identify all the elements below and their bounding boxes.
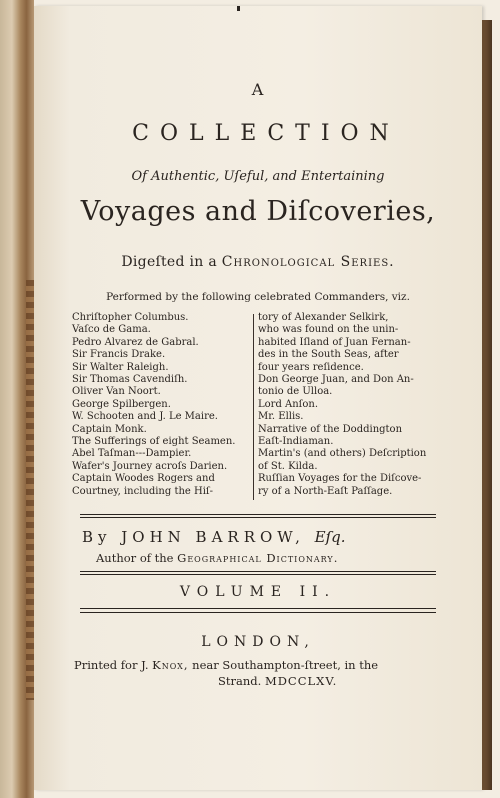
list-item: Courtney, including the Hiſ-: [72, 485, 214, 497]
imprint-strand: Strand.: [218, 674, 262, 688]
list-item: Abel Taſman---Dampier.: [72, 448, 192, 460]
list-item: The Sufferings of eight Seamen.: [72, 436, 236, 448]
list-item: habited Iſland of Juan Fernan-: [258, 336, 411, 348]
author-credit-work: Geographical Dictionary.: [177, 551, 339, 565]
performed-line: Performed by the following celebrated Commanders, viz.: [106, 291, 410, 303]
list-item: four years reſidence.: [258, 361, 364, 373]
author-name: By JOHN BARROW,: [82, 528, 305, 546]
author-line: [82, 528, 346, 546]
digested-smallcaps: Chronological Series.: [221, 254, 395, 270]
rule-middle-thin: [80, 574, 436, 575]
list-item: tonio de Ulloa.: [258, 386, 333, 398]
author-esq: Eſq.: [314, 528, 346, 546]
imprint-publisher: Knox,: [152, 658, 189, 672]
list-item: ry of a North-Eaſt Paſſage.: [258, 485, 393, 497]
commanders-list: [72, 312, 444, 508]
list-item: of St. Kilda.: [258, 460, 318, 472]
volume-number: VOLUME II.: [179, 584, 337, 600]
list-item: Oliver Van Noort.: [72, 386, 161, 398]
author-credit: [96, 551, 338, 565]
subtitle: Of Authentic, Uſeful, and Entertaining: [131, 169, 385, 184]
list-item: Sir Thomas Cavendiſh.: [72, 374, 188, 386]
digested-line: [34, 254, 482, 270]
digested-prefix: Digeſted in a: [121, 254, 218, 270]
imprint-address: near Southampton-ſtreet, in the: [192, 658, 379, 672]
imprint-line-1: [74, 657, 378, 674]
main-title: Voyages and Diſcoveries,: [80, 196, 436, 227]
list-item: des in the South Seas, after: [258, 349, 399, 361]
rule-top: [80, 514, 436, 515]
list-item: Sir Walter Raleigh.: [72, 361, 169, 373]
list-item: Ruſſian Voyages for the Diſcove-: [258, 473, 422, 485]
list-item: Pedro Alvarez de Gabral.: [72, 336, 199, 348]
rule-top-thin: [80, 517, 436, 518]
list-item: Don George Juan, and Don An-: [258, 374, 414, 386]
list-item: Captain Monk.: [72, 423, 147, 435]
list-item: Lord Anſon.: [258, 398, 319, 410]
author-credit-prefix: Author of the: [96, 551, 174, 565]
list-item: Narrative of the Doddington: [258, 423, 403, 435]
list-item: tory of Alexander Selkirk,: [258, 312, 389, 323]
rule-middle: [80, 571, 436, 572]
list-item: who was found on the unin-: [258, 324, 399, 336]
list-item: Eaſt-Indiaman.: [258, 436, 334, 448]
imprint-city: LONDON,: [201, 634, 315, 650]
commanders-left-column: [72, 312, 248, 498]
imprint-year: MDCCLXV.: [264, 674, 338, 688]
list-item: Wafer's Journey acroſs Darien.: [72, 460, 228, 472]
list-item: Vaſco de Gama.: [72, 324, 151, 336]
rule-bottom-thin: [80, 612, 436, 613]
rule-bottom: [80, 608, 436, 609]
title-page: [34, 6, 482, 790]
imprint-printed-for: Printed for J.: [74, 658, 149, 672]
title-article: A: [251, 80, 265, 99]
list-item: George Spilbergen.: [72, 398, 171, 410]
column-divider: [253, 314, 254, 500]
title-collection: COLLECTION: [132, 121, 400, 146]
list-item: W. Schooten and J. Le Maire.: [72, 411, 218, 423]
commanders-right-column: [258, 312, 444, 498]
page-mark: [237, 6, 240, 11]
list-item: Sir Francis Drake.: [72, 349, 166, 361]
imprint-line-2: [218, 674, 337, 688]
list-item: Mr. Ellis.: [258, 411, 304, 423]
list-item: Chriſtopher Columbus.: [72, 312, 189, 323]
list-item: Captain Woodes Rogers and: [72, 473, 215, 485]
list-item: Martin's (and others) Deſcription: [258, 448, 427, 460]
